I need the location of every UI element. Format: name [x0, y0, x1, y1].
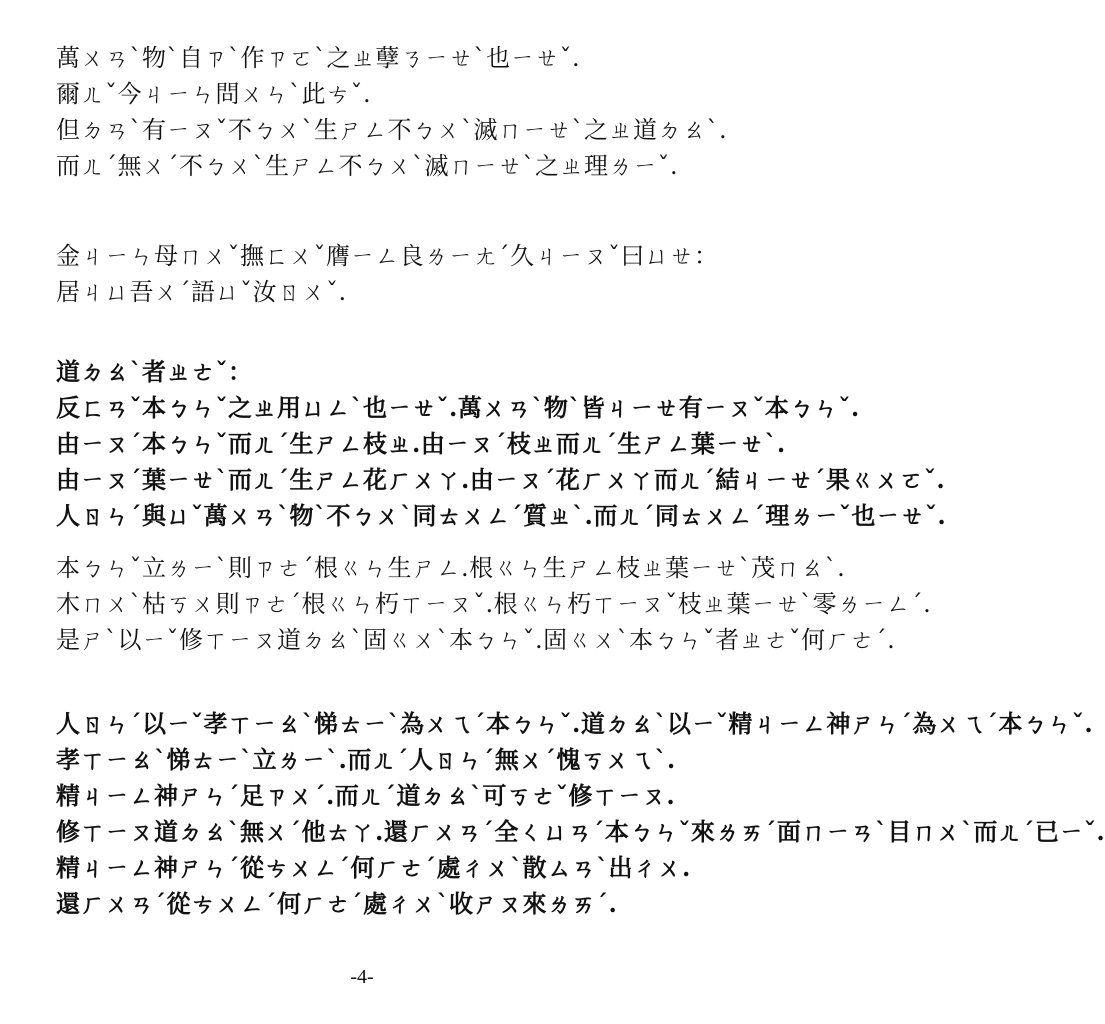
text-line: 反ㄈㄢˇ本ㄅㄣˇ之ㄓ用ㄩㄥˋ也ㄧㄝˇ.萬ㄨㄢˋ物ˋ皆ㄐㄧㄝ有ㄧㄡˇ本ㄅㄣˇ.	[56, 393, 860, 422]
text-line: 但ㄉㄢˋ有ㄧㄡˇ不ㄅㄨˋ生ㄕㄥ不ㄅㄨˋ滅ㄇㄧㄝˋ之ㄓ道ㄉㄠˋ.	[56, 116, 728, 144]
text-line: 修ㄒㄧㄡ道ㄉㄠˋ無ㄨˊ他ㄊㄚ.還ㄏㄨㄢˊ全ㄑㄩㄢˊ本ㄅㄣˇ來ㄌㄞˊ面ㄇㄧㄢˋ目ㄇㄨˋ而ㄦˊ已ㄧˇ.	[56, 817, 1105, 846]
text-line: 爾ㄦˇ今ㄐㄧㄣ問ㄨㄣˋ此ㄘˇ.	[56, 80, 372, 108]
text-line: 精ㄐㄧㄥ神ㄕㄣˊ足ㄗㄨˊ.而ㄦˊ道ㄉㄠˋ可ㄎㄜˇ修ㄒㄧㄡ.	[56, 781, 676, 810]
paragraph-3	[56, 354, 947, 534]
text-line: 由ㄧㄡˊ葉ㄧㄝˋ而ㄦˊ生ㄕㄥ花ㄏㄨㄚ.由ㄧㄡˊ花ㄏㄨㄚ而ㄦˊ結ㄐㄧㄝˊ果ㄍㄨㄛˇ.	[56, 465, 946, 494]
paragraph-2	[56, 238, 719, 310]
text-line: 金ㄐㄧㄣ母ㄇㄨˇ撫ㄈㄨˇ膺ㄧㄥ良ㄌㄧㄤˊ久ㄐㄧㄡˇ曰ㄩㄝ：	[56, 242, 719, 270]
text-line: 本ㄅㄣˇ立ㄌㄧˋ則ㄗㄜˊ根ㄍㄣ生ㄕㄥ.根ㄍㄣ生ㄕㄥ枝ㄓ葉ㄧㄝˋ茂ㄇㄠˋ.	[56, 554, 846, 582]
text-line: 是ㄕˋ以ㄧˇ修ㄒㄧㄡ道ㄉㄠˋ固ㄍㄨˋ本ㄅㄣˇ.固ㄍㄨˋ本ㄅㄣˇ者ㄓㄜˇ何ㄏㄜˊ.	[56, 626, 896, 654]
paragraph-1	[56, 40, 728, 184]
text-line: 還ㄏㄨㄢˊ從ㄘㄨㄥˊ何ㄏㄜˊ處ㄔㄨˋ收ㄕㄡ來ㄌㄞˊ.	[56, 889, 618, 918]
paragraph-4	[56, 550, 932, 658]
text-line: 萬ㄨㄢˋ物ˋ自ㄗˋ作ㄗㄛˋ之ㄓ孽ㄋㄧㄝˋ也ㄧㄝˇ.	[56, 44, 581, 72]
section-heading: 道ㄉㄠˋ者ㄓㄜˇ：	[56, 357, 253, 386]
text-line: 人ㄖㄣˊ以ㄧˇ孝ㄒㄧㄠˋ悌ㄊㄧˋ為ㄨㄟˊ本ㄅㄣˇ.道ㄉㄠˋ以ㄧˇ精ㄐㄧㄥ神ㄕㄣˊ為ㄨㄟˊ本ㄅㄣˇ.	[56, 709, 1094, 738]
text-line: 而ㄦˊ無ㄨˊ不ㄅㄨˋ生ㄕㄥ不ㄅㄨˋ滅ㄇㄧㄝˋ之ㄓ理ㄌㄧˇ.	[56, 152, 679, 180]
text-line: 精ㄐㄧㄥ神ㄕㄣˊ從ㄘㄨㄥˊ何ㄏㄜˊ處ㄔㄨˋ散ㄙㄢˋ出ㄔㄨ.	[56, 853, 691, 882]
text-line: 孝ㄒㄧㄠˋ悌ㄊㄧˋ立ㄌㄧˋ.而ㄦˊ人ㄖㄣˊ無ㄨˊ愧ㄎㄨㄟˋ.	[56, 745, 676, 774]
text-line: 人ㄖㄣˊ與ㄩˇ萬ㄨㄢˋ物ˋ不ㄅㄨˋ同ㄊㄨㄥˊ質ㄓˋ.而ㄦˊ同ㄊㄨㄥˊ理ㄌㄧˇ也ㄧㄝˇ.	[56, 501, 947, 530]
text-line: 木ㄇㄨˋ枯ㄎㄨ則ㄗㄜˊ根ㄍㄣ朽ㄒㄧㄡˇ.根ㄍㄣ朽ㄒㄧㄡˇ枝ㄓ葉ㄧㄝˋ零ㄌㄧㄥˊ.	[56, 590, 932, 618]
text-line: 由ㄧㄡˊ本ㄅㄣˇ而ㄦˊ生ㄕㄥ枝ㄓ.由ㄧㄡˊ枝ㄓ而ㄦˊ生ㄕㄥ葉ㄧㄝˋ.	[56, 429, 786, 458]
text-line: 居ㄐㄩ吾ㄨˊ語ㄩˇ汝ㄖㄨˇ.	[56, 278, 347, 306]
page-number: -4-	[350, 966, 374, 988]
paragraph-5	[56, 706, 1105, 922]
